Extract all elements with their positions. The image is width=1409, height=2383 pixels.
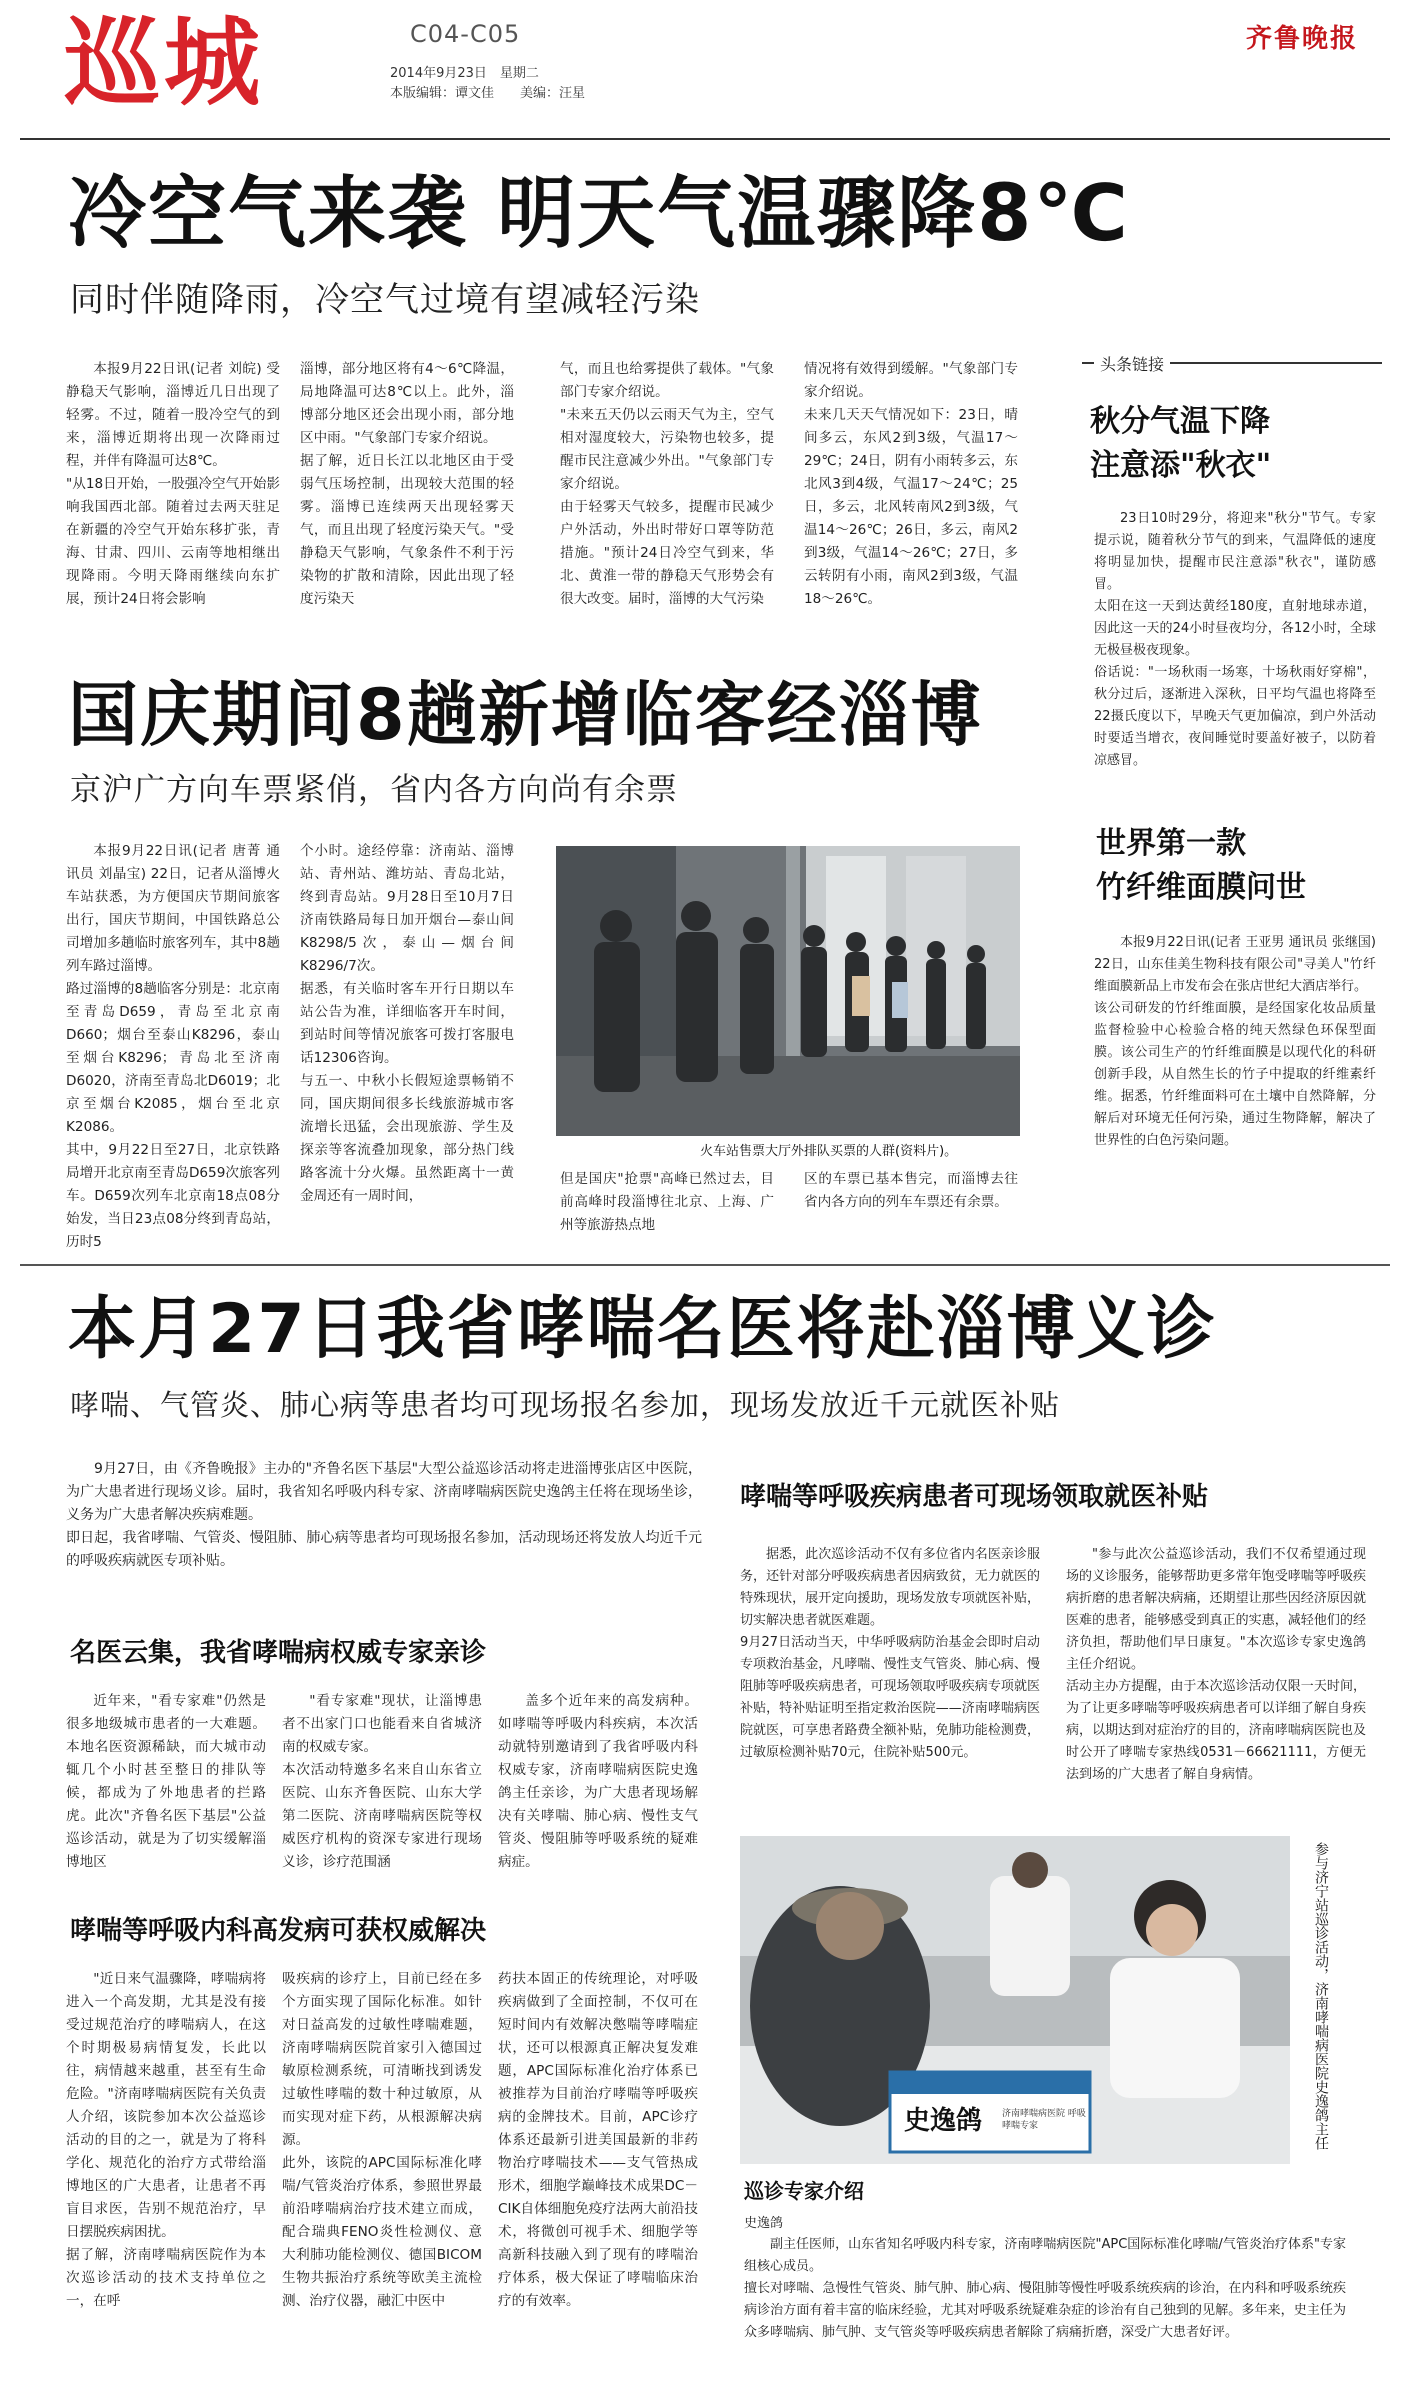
section2-col-3: 药扶本固正的传统理论，对呼吸疾病做到了全面控制，不仅可在短时间内有效解决憋喘等哮喘症状，还可以根源真正解决复发难题，APC国际标准化治疗体系已被推荐为目前治疗哮喘等呼吸疾病的金牌技术。目前，APC诊疗体系还最新引进美国最新的非药物治疗哮喘技术——支气管热成形术，细胞学巅峰技术成果DC－CIK自体细胞免疫疗法两大前沿技术，将微创可视手术、细胞学等高新科技融入到了现有的哮喘治疗体系，极大保证了哮喘临床治疗的有效率。 bbox=[498, 1971, 698, 2309]
paper-logo: 齐鲁晚报 bbox=[1246, 24, 1359, 54]
section3-col-1: 据悉，此次巡诊活动不仅有多位省内名医亲诊服务，还针对部分呼吸疾病患者因病致贫，无力就医的特殊现状，展开定向援助，现场发放专项就医补贴，切实解决患者就医难题。 9月27日活动当天，中华呼吸病防治基金会即时启动专项救治基金，凡哮喘、慢性支气管炎、肺心病、慢阻肺等呼吸疾病患者，可现场领取呼吸疾病专项就医补贴，特补贴证明至指定救治医院——济南哮喘病医院就医，可享患者路费全额补贴，免肺功能检测费，过敏原检测补贴70元，住院补贴500元。 bbox=[740, 1547, 1040, 1760]
section1-title: 名医云集，我省哮喘病权威专家亲诊 bbox=[70, 1638, 487, 1668]
expert-name: 史逸鸽 bbox=[744, 2216, 784, 2231]
doctor-consultation-photo bbox=[740, 1836, 1290, 2164]
article3-subhead: 哮喘、气管炎、肺心病等患者均可现场报名参加，现场发放近千元就医补贴 bbox=[70, 1388, 1061, 1422]
sidebar-story1-title-1: 秋分气温下降 bbox=[1090, 404, 1270, 439]
article3-headline: 本月27日我省哮喘名医将赴淄博义诊 bbox=[68, 1290, 1217, 1369]
article1-col-2: 淄博，部分地区将有4～6℃降温，局地降温可达8℃以上。此外，淄博部分地区还会出现小雨，部分地区中雨。"气象部门专家介绍说。 据了解，近日长江以北地区由于受弱气压场控制，出现较大范围的轻雾。淄博已连续两天出现轻雾天气，而且出现了轻度污染天气。"受静稳天气影响，气象条件不利于污染物的扩散和清除，因此出现了轻度污染天 bbox=[300, 361, 514, 607]
article2-col-4: 区的车票已基本售完，而淄博去往省内各方向的列车车票还有余票。 bbox=[804, 1171, 1018, 1210]
section1-col-2: "看专家难"现状，让淄博患者不出家门口也能看来自省城济南的权威专家。 本次活动特邀多名来自山东省立医院、山东齐鲁医院、山东大学第二医院、济南哮喘病医院等权威医疗机构的资深专家进行现场义诊，诊疗范围涵 bbox=[282, 1693, 482, 1870]
expert-bio: 副主任医师，山东省知名呼吸内科专家，济南哮喘病医院"APC国际标准化哮喘/气管炎治疗体系"专家组核心成员。 擅长对哮喘、急慢性气管炎、肺气肿、肺心病、慢阻肺等慢性呼吸系统疾病的诊治，在内科和呼吸系统疾病诊治方面有着丰富的临床经验，尤其对呼吸系统疑难杂症的诊治有自己独到的见解。多年来，史主任为众多哮喘病、肺气肿、支气管炎等呼吸疾病患者解除了病痛折磨，深受广大患者好评。 bbox=[744, 2237, 1346, 2340]
article2-col-1: 本报9月22日讯(记者 唐菁 通讯员 刘晶宝) 22日，记者从淄博火车站获悉，为方便国庆节期间旅客出行，国庆节期间，中国铁路总公司增加多趟临时旅客列车，其中8趟列车路过淄博。 路过淄博的8趟临客分别是：北京南至青岛D659，青岛至北京南D660；烟台至泰山K8296，泰山至烟台K8296；青岛北至济南D6020，济南至青岛北D6019；北京至烟台K2085，烟台至北京K2086。 其中，9月22日至27日，北京铁路局增开北京南至青岛D659次旅客列车。D659次列车北京南18点08分始发，当日23点08分终到青岛站，历时5 bbox=[66, 843, 280, 1250]
article2-col-3: 但是国庆"抢票"高峰已然过去，目前高峰时段淄博往北京、上海、广州等旅游热点地 bbox=[560, 1171, 774, 1233]
sidebar-story1-title-2: 注意添"秋衣" bbox=[1090, 448, 1272, 483]
sidebar bbox=[1082, 352, 1382, 1262]
station-photo-caption: 火车站售票大厅外排队买票的人群(资料片)。 bbox=[700, 1144, 958, 1159]
section3-col-2: "参与此次公益巡诊活动，我们不仅希望通过现场的义诊服务，能够帮助更多常年饱受哮喘等呼吸疾病折磨的患者解决病痛，还期望让那些因经济原因就医难的患者，能够感受到真正的实惠，减轻他们的经济负担，帮助他们早日康复。"本次巡诊专家史逸鸽主任介绍说。 活动主办方提醒，由于本次巡诊活动仅限一天时间，为了让更多哮喘等呼吸疾病患者可以详细了解自身疾病，以期达到对症治疗的目的，济南哮喘病医院也及时公开了哮喘专家热线0531－66621111，方便无法到场的广大患者了解自身病情。 bbox=[1066, 1547, 1366, 1782]
section-title: 巡城 bbox=[64, 7, 264, 119]
expert-intro-title: 巡诊专家介绍 bbox=[744, 2179, 864, 2203]
section2-col-1: "近日来气温骤降，哮喘病将进入一个高发期，尤其是没有接受过规范治疗的哮喘病人，在这个时期极易病情复发，长此以往，病情越来越重，甚至有生命危险。"济南哮喘病医院有关负责人介绍，该院参加本次公益巡诊活动的目的之一，就是为了将科学化、规范化的治疗方式带给淄博地区的广大患者，让患者不再盲目求医，告别不规范治疗，早日摆脱疾病困扰。 据了解，济南哮喘病医院作为本次巡诊活动的技术支持单位之一，在呼 bbox=[66, 1971, 266, 2309]
issue-date: 2014年9月23日 星期二 bbox=[390, 66, 539, 81]
doctor-nameplate-sub: 济南哮喘病医院 呼吸哮喘专家 bbox=[1002, 2109, 1086, 2131]
article1-headline: 冷空气来袭 明天气温骤降8℃ bbox=[68, 169, 1130, 259]
section2-col-2: 吸疾病的诊疗上，目前已经在多个方面实现了国际化标准。如针对日益高发的过敏性哮喘难题，济南哮喘病医院首家引入德国过敏原检测系统，可清晰找到诱发过敏性哮喘的数十种过敏原，从而实现对症下药，从根源解决病源。 此外，该院的APC国际标准化哮喘/气管炎治疗体系，参照世界最前沿哮喘病治疗技术建立而成，配合瑞典FENO炎性检测仪、意大利肺功能检测仪、德国BICOM生物共振治疗系统等欧美主流检测、治疗仪器，融汇中医中 bbox=[282, 1971, 482, 2309]
article2-rule bbox=[20, 1264, 1390, 1266]
article1-col-4: 情况将有效得到缓解。"气象部门专家介绍说。 未来几天天气情况如下：23日，晴间多云，东风2到3级，气温17～29℃；24日，阴有小雨转多云，东北风3到4级，气温17～24℃；25日，多云，北风转南风2到3级，气温14～26℃；26日，多云，南风2到3级，气温14～26℃；27日，多云转阴有小雨，南风2到3级，气温18～26℃。 bbox=[804, 361, 1018, 607]
section1-col-1: 近年来，"看专家难"仍然是很多地级城市患者的一大难题。本地名医资源稀缺，而大城市动辄几个小时甚至整日的排队等候，都成为了外地患者的拦路虎。此次"齐鲁名医下基层"公益巡诊活动，就是为了切实缓解淄博地区 bbox=[66, 1693, 266, 1870]
section1-col-3: 盖多个近年来的高发病种。如哮喘等呼吸内科疾病，本次活动就特别邀请到了我省呼吸内科权威专家，济南哮喘病医院史逸鸽主任亲诊，为广大患者现场解决有关哮喘、肺心病、慢性支气管炎、慢阻肺等呼吸系统的疑难病症。 bbox=[498, 1693, 698, 1870]
page-numbers: C04-C05 bbox=[410, 20, 521, 48]
article3-intro: 9月27日，由《齐鲁晚报》主办的"齐鲁名医下基层"大型公益巡诊活动将走进淄博张店区中医院，为广大患者进行现场义诊。届时，我省知名呼吸内科专家、济南哮喘病医院史逸鸽主任将在现场坐诊，义务为广大患者解决疾病难题。 即日起，我省哮喘、气管炎、慢阻肺、肺心病等患者均可现场报名参加，活动现场还将发放人均近千元的呼吸疾病就医专项补贴。 bbox=[66, 1461, 702, 1569]
section3-title: 哮喘等呼吸疾病患者可现场领取就医补贴 bbox=[740, 1482, 1209, 1512]
article2-col-2: 个小时。途经停靠：济南站、淄博站、青州站、潍坊站、青岛北站，终到青岛站。9月28日至10月7日济南铁路局每日加开烟台—泰山间K8298/5次，泰山—烟台间K8296/7次。 据悉，有关临时客车开行日期以车站公告为准，详细临客开车时间，到站时间等情况旅客可拨打客服电话12306咨询。 与五一、中秋小长假短途票畅销不同，国庆期间很多长线旅游城市客流增长迅猛，会出现旅游、学生及探亲等客流叠加现象，部分热门线路客流十分火爆。虽然距离十一黄金周还有一周时间， bbox=[300, 843, 514, 1204]
station-crowd-photo bbox=[556, 846, 1020, 1136]
masthead-rule bbox=[20, 138, 1390, 140]
sidebar-story2-title-1: 世界第一款 bbox=[1096, 826, 1246, 861]
article1-col-3: 气，而且也给雾提供了载体。"气象部门专家介绍说。 "未来五天仍以云雨天气为主，空气相对湿度较大，污染物也较多，提醒市民注意减少外出。"气象部门专家介绍说。 由于轻雾天气较多，提醒市民减少户外活动，外出时带好口罩等防范措施。"预计24日冷空气到来，华北、黄淮一带的静稳天气形势会有很大改变。届时，淄博的大气污染 bbox=[560, 361, 774, 607]
masthead bbox=[0, 0, 1409, 140]
section2-title: 哮喘等呼吸内科高发病可获权威解决 bbox=[70, 1916, 487, 1946]
station-crowd-illustration bbox=[556, 846, 1020, 1136]
sidebar-story2-text: 本报9月22日讯(记者 王亚男 通讯员 张继国) 22日，山东佳美生物科技有限公司"寻美人"竹纤维面膜新品上市发布会在张店世纪大酒店举行。 该公司研发的竹纤维面膜，是经国家化妆品质量监督检验中心检验合格的纯天然绿色环保型面膜。该公司生产的竹纤维面膜是以现代化的科研创新手段，从自然生长的竹子中提取的纤维素纤维。据悉，竹纤维面料可在土壤中自然降解，分解后对环境无任何污染，通过生物降解，解决了世界性的白色污染问题。 bbox=[1094, 935, 1376, 1148]
article2-headline: 国庆期间8趟新增临客经淄博 bbox=[68, 674, 983, 756]
sidebar-story2-title-2: 竹纤维面膜问世 bbox=[1096, 870, 1306, 905]
sidebar-story1-text: 23日10时29分，将迎来"秋分"节气。专家提示说，随着秋分节气的到来，气温降低的速度将明显加快，提醒市民注意添"秋衣"，谨防感冒。 太阳在这一天到达黄经180度，直射地球赤道，因此这一天的24小时昼夜均分，各12小时，全球无极昼极夜现象。 俗话说："一场秋雨一场寒，十场秋雨好穿棉"，秋分过后，逐渐进入深秋，日平均气温也将降至22摄氏度以下，早晚天气更加偏凉，到户外活动时要适当增衣，夜间睡觉时要盖好被子，以防着凉感冒。 bbox=[1094, 511, 1376, 768]
article1-subhead: 同时伴随降雨，冷空气过境有望减轻污染 bbox=[70, 280, 700, 320]
editors: 本版编辑：谭文佳 美编：汪星 bbox=[390, 86, 586, 101]
sidebar-label: 头条链接 bbox=[1094, 352, 1170, 375]
article1-col-1: 本报9月22日讯(记者 刘皖) 受静稳天气影响，淄博近几日出现了轻雾。不过，随着一股冷空气的到来，淄博近期将出现一次降雨过程，并伴有降温可达8℃。 "从18日开始，一股强冷空气开始影响我国西北部。随着过去两天驻足在新疆的冷空气开始东移扩张，青海、甘肃、四川、云南等地相继出现降雨。今明天降雨继续向东扩展，预计24日将会影响 bbox=[66, 361, 280, 607]
doctor-photo-caption: 参与济宁站巡诊活动，济南哮喘病医院史逸鸽主任 bbox=[1313, 1842, 1329, 2150]
doctor-nameplate: 史逸鸽 bbox=[904, 2106, 983, 2136]
article2-subhead: 京沪广方向车票紧俏，省内各方向尚有余票 bbox=[70, 772, 678, 808]
